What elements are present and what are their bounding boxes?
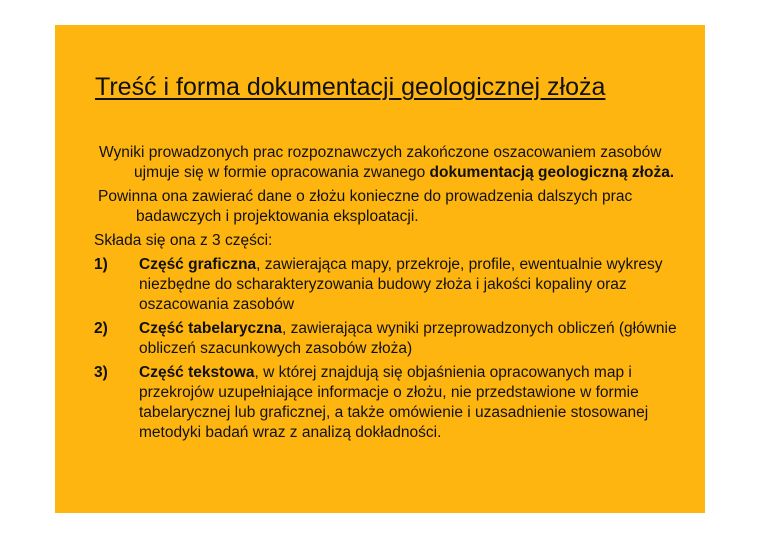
intro-bold-term: dokumentacją geologiczną złoża. [429, 164, 675, 181]
list-item-term: Część tekstowa [139, 364, 255, 381]
list-item-term: Część tabelaryczna [139, 320, 283, 337]
list-item-description: , zawierająca wyniki przeprowadzonych obliczeń (głównie obliczeń szacunkowych zasobów złoża) [139, 320, 677, 357]
list-item-term: Część graficzna [139, 256, 257, 273]
list-item-description: , zawierająca mapy, przekroje, profile, ewentualnie wykresy niezbędne do scharakteryzowania budowy złoża i jakości kopaliny oraz oszacowania zasobów [139, 256, 663, 313]
list-item-description: , w której znajdują się objaśnienia opracowanych map i przekrojów uzupełniające informacje o złożu, nie przedstawione w formie tabelarycznej lub graficznej, a także omówienie i uzasadnienie stosowanej metodyki badań wraz z analizą dokładności. [139, 364, 649, 441]
list-number: 2) [94, 320, 108, 337]
list-item [94, 319, 694, 359]
slide-title: Treść i forma dokumentacji geologicznej złoża [95, 73, 606, 101]
slide-body [94, 143, 694, 447]
parts-intro: Składa się ona z 3 części: [94, 232, 273, 249]
list-item-text [139, 319, 694, 359]
list-item-text [139, 363, 694, 443]
list-number: 3) [94, 364, 108, 381]
intro-text: Wyniki prowadzonych prac rozpoznawczych zakończone oszacowaniem zasobów ujmuje się w formie opracowania zwanego [99, 144, 662, 181]
list-item [94, 255, 694, 315]
list-item-text [139, 255, 694, 315]
requirements-paragraph: Powinna ona zawierać dane o złożu konieczne do prowadzenia dalszych prac badawczych i projektowania eksploatacji. [98, 188, 633, 225]
intro-paragraph [94, 143, 694, 183]
slide [55, 25, 705, 513]
list-item [94, 363, 694, 443]
list-number: 1) [94, 256, 108, 273]
